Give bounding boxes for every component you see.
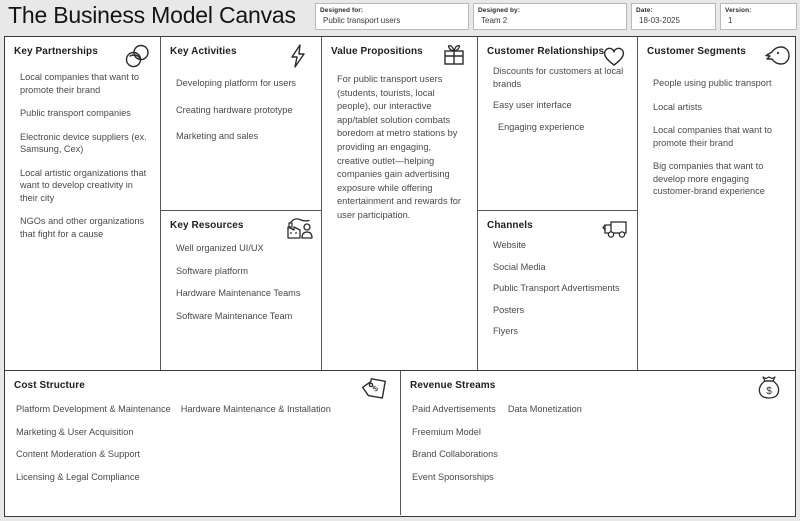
list-item: Software Maintenance Team	[176, 310, 293, 321]
list-item: Website	[493, 240, 527, 250]
key-activities-items	[170, 77, 312, 143]
list-item: Local artists	[653, 101, 703, 112]
cost-structure-column-left	[16, 403, 171, 493]
block-cost-structure[interactable]	[5, 371, 401, 515]
cost-structure-title: Cost Structure	[14, 380, 85, 391]
list-item: Hardware Maintenance & Installation	[180, 404, 331, 414]
canvas-header	[0, 0, 800, 34]
block-revenue-streams[interactable]	[401, 371, 794, 515]
customer-relationships-title: Customer Relationships	[487, 46, 605, 57]
customer-segments-items	[647, 77, 785, 198]
revenue-streams-column-right	[508, 403, 582, 493]
list-item: Marketing and sales	[176, 131, 259, 141]
lightning-bolt-icon	[283, 42, 313, 70]
header-meta-boxes	[315, 3, 797, 30]
list-item: Data Monetization	[507, 404, 582, 414]
designed-for-label: Designed for:	[320, 7, 364, 14]
revenue-streams-column-left	[412, 403, 498, 493]
block-key-activities-resources	[161, 37, 322, 370]
list-item: NGOs and other organizations that fight for a cause	[20, 216, 145, 239]
list-item: Local companies that want to promote their brand	[20, 72, 139, 95]
list-item: Public Transport Advertisments	[493, 283, 620, 293]
svg-text:$: $	[370, 383, 380, 394]
customer-segments-cell	[638, 37, 794, 370]
factory-worker-icon	[283, 215, 313, 243]
block-customer-segments[interactable]	[638, 37, 794, 370]
cost-structure-items	[14, 403, 391, 493]
list-item: Posters	[493, 304, 525, 315]
key-partnerships-items	[14, 71, 151, 240]
list-item: Licensing & Legal Compliance	[16, 471, 140, 482]
money-bag-icon	[754, 374, 784, 402]
block-value-propositions[interactable]	[322, 37, 478, 370]
block-relationships-channels	[478, 37, 638, 370]
revenue-streams-title: Revenue Streams	[410, 380, 496, 391]
revenue-streams-items	[410, 403, 785, 493]
designed-by-value: Team 2	[481, 16, 508, 25]
value-propositions-cell	[322, 37, 477, 370]
list-item: Event Sponsorships	[412, 471, 494, 482]
list-item: Paid Advertisements	[412, 404, 496, 414]
list-item: Easy user interface	[493, 100, 572, 110]
version-value: 1	[728, 16, 733, 25]
list-item: Developing platform for users	[176, 78, 297, 88]
channels-title: Channels	[487, 220, 533, 231]
list-item: Electronic device suppliers (ex. Samsung, Cex)	[20, 131, 147, 154]
list-item: Big companies that want to develop more engaging customer-brand experience	[653, 161, 765, 196]
page-title: The Business Model Canvas	[8, 2, 296, 28]
designed-for-value: Public transport users	[323, 16, 401, 25]
block-key-activities[interactable]	[161, 37, 321, 211]
block-key-partnerships[interactable]	[5, 37, 161, 370]
designed-by-label: Designed by:	[478, 7, 521, 14]
list-item: Social Media	[493, 261, 546, 272]
key-partnerships-cell	[5, 37, 160, 370]
list-item: Public transport companies	[20, 108, 131, 118]
heart-icon	[599, 42, 629, 70]
list-item: Discounts for customers at local brands	[493, 66, 624, 89]
list-item: People using public transport	[653, 78, 772, 88]
version-field[interactable]	[720, 3, 797, 30]
list-item: Flyers	[493, 326, 519, 336]
list-item: Creating hardware prototype	[176, 104, 293, 115]
designed-by-field[interactable]	[473, 3, 627, 30]
customer-relationships-items	[487, 65, 628, 133]
cost-structure-column-right	[181, 403, 331, 493]
canvas-grid	[4, 36, 796, 517]
date-field[interactable]	[631, 3, 716, 30]
channels-items	[487, 239, 628, 338]
key-resources-items	[170, 242, 312, 322]
canvas-bottom-row	[5, 370, 795, 515]
interlocking-links-icon	[122, 43, 152, 71]
version-label: Version:	[725, 7, 752, 14]
value-propositions-paragraph: For public transport users (students, tourists, local people), our interactive app/tablet solution combats boredom at metro stations by providing an engaging, creative outlet—helping companies gain advertising exposure while offering entertainment and rewards for user participation.	[337, 74, 462, 220]
date-label: Date:	[636, 7, 653, 14]
block-channels[interactable]	[478, 211, 637, 369]
value-propositions-title: Value Propositions	[331, 46, 423, 57]
price-tag-icon	[360, 375, 390, 403]
block-customer-relationships[interactable]	[478, 37, 637, 211]
gift-box-icon	[439, 41, 469, 69]
list-item: Local artistic organizations that want to develop creativity in their city	[20, 167, 147, 203]
key-partnerships-title: Key Partnerships	[14, 46, 98, 57]
list-item: Content Moderation & Support	[16, 449, 141, 459]
list-item: Well organized UI/UX	[176, 243, 264, 253]
customer-segments-title: Customer Segments	[647, 46, 746, 57]
head-profile-icon	[758, 42, 788, 70]
list-item: Freemium Model	[412, 426, 481, 437]
block-key-resources[interactable]	[161, 211, 321, 369]
list-item: Local companies that want to promote their brand	[653, 125, 772, 148]
svg-text:$: $	[766, 386, 772, 397]
list-item: Platform Development & Maintenance	[16, 404, 171, 414]
key-activities-title: Key Activities	[170, 46, 237, 57]
key-resources-title: Key Resources	[170, 220, 244, 231]
date-value: 18-03-2025	[639, 16, 680, 25]
list-item: Engaging experience	[498, 121, 585, 132]
list-item: Software platform	[176, 265, 248, 276]
list-item: Hardware Maintenance Teams	[176, 288, 301, 298]
list-item: Marketing & User Acquisition	[16, 426, 134, 437]
designed-for-field[interactable]	[315, 3, 469, 30]
delivery-truck-icon	[599, 215, 629, 243]
canvas-top-row	[5, 37, 795, 370]
list-item: Brand Collaborations	[412, 449, 498, 459]
